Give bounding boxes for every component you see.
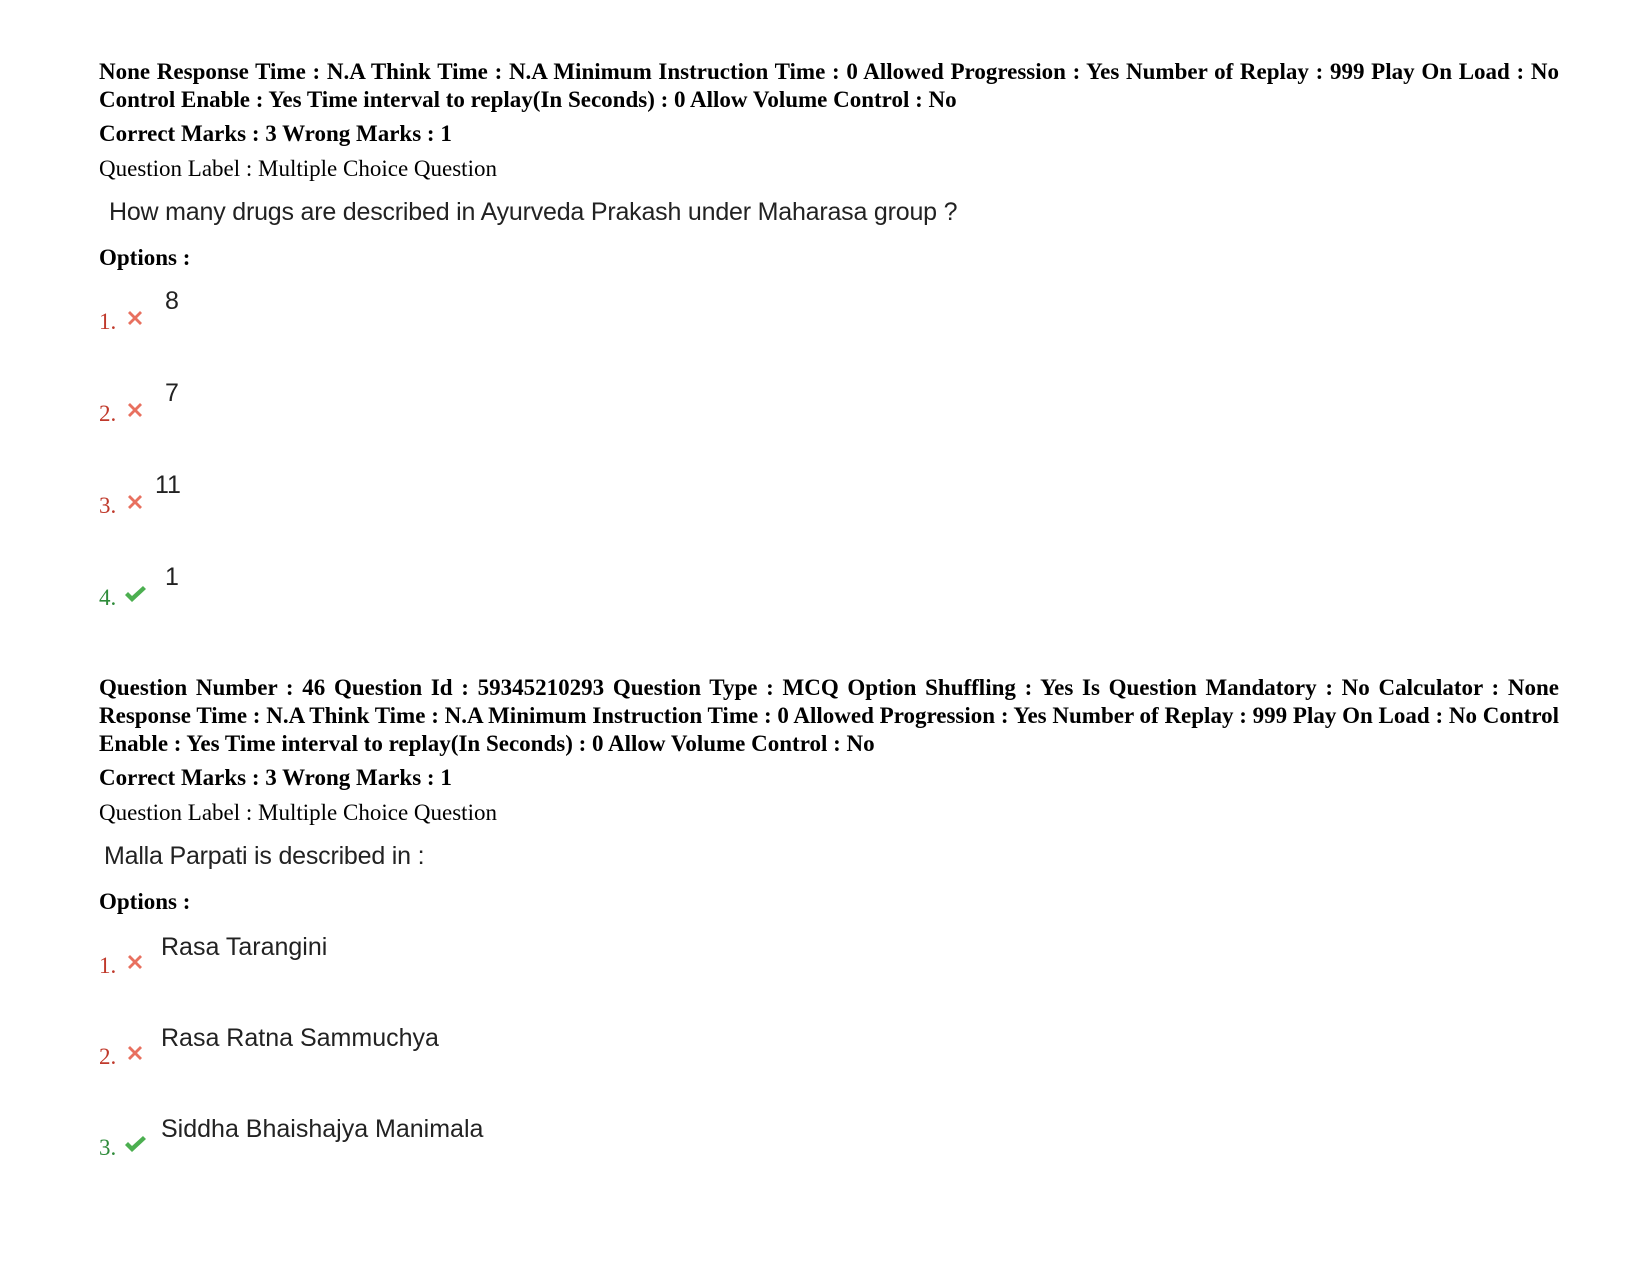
check-icon	[123, 1132, 147, 1156]
question-label: Question Label : Multiple Choice Question	[99, 156, 497, 181]
option-value: 11	[155, 471, 181, 499]
cross-icon	[123, 490, 147, 514]
check-icon	[123, 582, 147, 606]
options-heading: Options :	[99, 245, 191, 270]
question-marks: Correct Marks : 3 Wrong Marks : 1	[99, 765, 452, 790]
option-value: Siddha Bhaishajya Manimala	[161, 1115, 484, 1143]
option-number: 3.	[99, 493, 117, 518]
cross-icon	[123, 1041, 147, 1065]
question-paper-page	[99, 58, 1559, 1203]
cross-icon	[123, 950, 147, 974]
options-list	[99, 930, 1559, 1203]
question-block-2	[99, 674, 1559, 1203]
options-list	[99, 286, 1559, 654]
question-block-1	[99, 58, 1559, 654]
question-meta: None Response Time : N.A Think Time : N.A Minimum Instruction Time : 0 Allowed Progression : Yes Number of Replay : 999 Play On Load : No Control Enable : Yes Time interval to replay(In Seconds) : 0 Allow Volume Control : No	[99, 59, 1559, 112]
cross-icon	[123, 306, 147, 330]
options-heading: Options :	[99, 889, 191, 914]
question-text: How many drugs are described in Ayurveda Prakash under Maharasa group ?	[109, 198, 958, 226]
cross-icon	[123, 398, 147, 422]
option-item	[99, 378, 1559, 470]
option-number: 1.	[99, 953, 117, 978]
option-item	[99, 1112, 1559, 1203]
question-marks: Correct Marks : 3 Wrong Marks : 1	[99, 121, 452, 146]
option-item	[99, 286, 1559, 378]
question-label: Question Label : Multiple Choice Question	[99, 800, 497, 825]
option-value: 7	[165, 379, 179, 407]
option-item	[99, 1021, 1559, 1112]
option-number: 2.	[99, 1044, 117, 1069]
question-text: Malla Parpati is described in :	[104, 842, 425, 870]
option-item	[99, 470, 1559, 562]
option-value: Rasa Ratna Sammuchya	[161, 1024, 439, 1052]
option-number: 4.	[99, 585, 117, 610]
option-number: 2.	[99, 401, 117, 426]
option-item	[99, 562, 1559, 654]
option-number: 3.	[99, 1135, 117, 1160]
option-value: Rasa Tarangini	[161, 933, 328, 961]
option-number: 1.	[99, 309, 117, 334]
option-value: 8	[165, 287, 179, 315]
question-meta: Question Number : 46 Question Id : 59345210293 Question Type : MCQ Option Shuffling : Yes Is Question Mandatory : No Calculator : None Response Time : N.A Think Time : N.A Minimum Instruction Time : 0 Allowed Progression : Yes Number of Replay : 999 Play On Load : No Control Enable : Yes Time interval to replay(In Seconds) : 0 Allow Volume Control : No	[99, 675, 1559, 756]
option-value: 1	[165, 563, 179, 591]
option-item	[99, 930, 1559, 1021]
